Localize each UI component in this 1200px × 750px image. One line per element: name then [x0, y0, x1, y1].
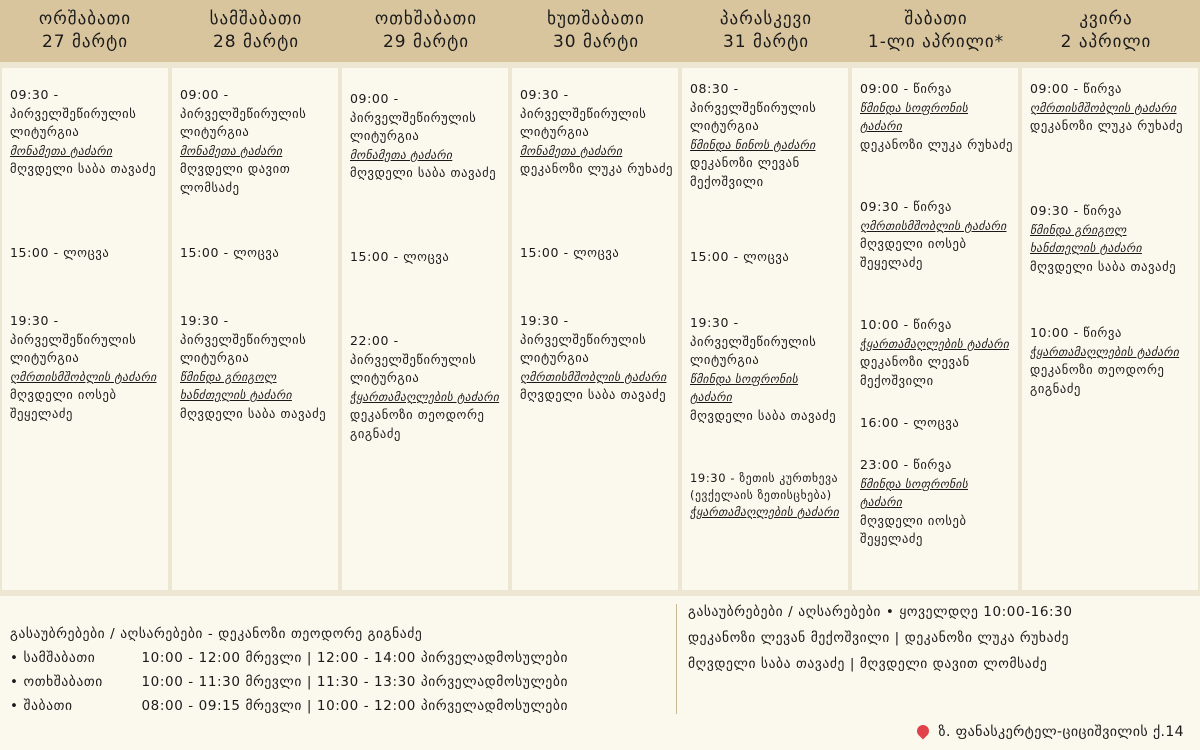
event [350, 90, 504, 183]
event [860, 80, 1014, 154]
footer-right-line2: დეკანოზი ლევან მექოშვილი | დეკანოზი ლუკა რუხაძე [688, 630, 1070, 646]
day-column-wed [342, 68, 508, 590]
event-title: 15:00 - ლოცვა [180, 245, 280, 260]
event-title: 09:30 - წირვა [1030, 203, 1122, 218]
bullet: • [10, 674, 19, 690]
event-person: მღვდელი საბა თავაძე [690, 407, 837, 423]
day-date: 28 მარტი [212, 32, 299, 52]
event-title: 09:00 - პირველშეწირულის ლიტურგია [350, 91, 477, 143]
event-title: 16:00 - ლოცვა [860, 415, 960, 430]
event-church: ღმრთისმშობლის ტაძარი [520, 369, 667, 384]
event [860, 316, 1014, 390]
event-title: 19:30 - პირველშეწირულის ლიტურგია [690, 315, 817, 367]
event-church: მონამეთა ტაძარი [10, 143, 113, 158]
event-person: დეკანოზი თეოდორე გიგნაძე [1030, 362, 1165, 396]
event-title: 23:00 - წირვა [860, 457, 952, 472]
event [180, 244, 334, 263]
event-person: მღვდელი საბა თავაძე [520, 387, 667, 402]
event [860, 198, 1014, 272]
event-title: 19:30 - პირველშეწირულის ლიტურგია [520, 313, 647, 365]
footer-left-title: გასაუბრებები / აღსარებები - დეკანოზი თეოდორე გიგნაძე [10, 626, 423, 642]
event-title: 09:30 - პირველშეწირულის ლიტურგია [520, 87, 647, 139]
location-pin-icon [914, 723, 931, 740]
day-column-sun [1022, 68, 1198, 590]
day-name: შაბათი [904, 9, 968, 29]
event-title: 09:00 - პირველშეწირულის ლიტურგია [180, 87, 307, 139]
footer-right-line1: გასაუბრებები / აღსარებები • ყოველდღე 10:00-16:30 [688, 604, 1073, 620]
event-title: 19:30 - პირველშეწირულის ლიტურგია [180, 313, 307, 365]
event-title: 15:00 - ლოცვა [690, 249, 790, 264]
event-church: წმინდა სოფრონის ტაძარი [690, 371, 799, 404]
event-title: 09:30 - პირველშეწირულის ლიტურგია [10, 87, 137, 139]
event-title: 19:30 - ზეთის კურთხევა (ევქელაის ზეთისცხება) [690, 471, 839, 502]
day-date: 1-ლი აპრილი* [867, 32, 1005, 52]
event [10, 244, 164, 263]
footer-left-line-wed [10, 674, 568, 690]
day-name: პარასკევი [719, 9, 813, 29]
event-title: 09:00 - წირვა [1030, 81, 1122, 96]
event-title: 10:00 - წირვა [1030, 325, 1122, 340]
day-name: სამშაბათი [209, 9, 303, 29]
event-church: ჭყართამაღლების ტაძარი [1030, 344, 1180, 359]
event [520, 244, 674, 263]
footer-divider [676, 604, 677, 714]
day-header-tue [171, 0, 341, 62]
event-church: ღმრთისმშობლის ტაძარი [1030, 100, 1177, 115]
line-day: ოთხშაბათი [23, 674, 103, 690]
day-date: 2 აპრილი [1060, 32, 1152, 52]
day-header-mon [0, 0, 170, 62]
bullet: • [10, 698, 19, 714]
event-church: ჭყართამაღლების ტაძარი [860, 336, 1010, 351]
event [180, 86, 334, 197]
event-person: მღვდელი საბა თავაძე [10, 161, 157, 176]
address [917, 724, 1184, 740]
event-person: მღვდელი იოსებ შეყელაძე [10, 387, 117, 421]
event [690, 470, 844, 521]
footer-right-line3: მღვდელი საბა თავაძე | მღვდელი დავით ლომსაძე [688, 656, 1048, 672]
event-title: 15:00 - ლოცვა [350, 249, 450, 264]
day-date: 30 მარტი [552, 32, 639, 52]
event [520, 312, 674, 405]
line-day: სამშაბათი [23, 650, 96, 666]
event-church: ღმრთისმშობლის ტაძარი [860, 218, 1007, 233]
day-date: 31 მარტი [722, 32, 809, 52]
event-person: მღვდელი საბა თავაძე [1030, 258, 1177, 274]
day-header-sun [1021, 0, 1191, 62]
event [350, 332, 504, 443]
event-title: 15:00 - ლოცვა [520, 245, 620, 260]
event-person: დეკანოზი ლევან მექოშვილი [860, 354, 970, 388]
event [1030, 202, 1194, 276]
day-header-thu [511, 0, 681, 62]
event-person: მღვდელი იოსებ შეყელაძე [860, 236, 967, 270]
event-title: 09:30 - წირვა [860, 199, 952, 214]
day-name: ოთხშაბათი [374, 9, 478, 29]
event-person: დეკანოზი ლუკა რუხაძე [860, 136, 1014, 152]
event-church: წმინდა გრიგოლ ხანძთელის ტაძარი [180, 369, 292, 402]
day-column-thu [512, 68, 678, 590]
event-person: დეკანოზი თეოდორე გიგნაძე [350, 407, 485, 441]
event-title: 10:00 - წირვა [860, 317, 952, 332]
day-name: ორშაბათი [38, 9, 132, 29]
day-name: ხუთშაბათი [547, 9, 645, 29]
event-church: მონამეთა ტაძარი [350, 147, 453, 162]
event-person: მღვდელი საბა თავაძე [180, 405, 327, 421]
event-person: მღვდელი საბა თავაძე [350, 165, 497, 180]
event-title: 09:00 - წირვა [860, 81, 952, 96]
event [860, 414, 1014, 433]
event [180, 312, 334, 423]
day-column-tue [172, 68, 338, 590]
line-times: 10:00 - 12:00 მრევლი | 12:00 - 14:00 პირველადმოსულები [141, 650, 569, 666]
line-day: შაბათი [23, 698, 73, 714]
event [10, 312, 164, 423]
event-title: 08:30 - პირველშეწირულის ლიტურგია [690, 81, 817, 133]
day-header-wed [341, 0, 511, 62]
event-church: წმინდა ნინოს ტაძარი [690, 137, 816, 152]
day-column-mon [2, 68, 168, 590]
event-person: მღვდელი დავით ლომსაძე [180, 161, 291, 195]
event [350, 248, 504, 267]
address-text: ზ. ფანასკერტელ-ციციშვილის ქ.14 [938, 724, 1184, 740]
bullet: • [10, 650, 19, 666]
event-church: მონამეთა ტაძარი [520, 143, 623, 158]
line-times: 08:00 - 09:15 მრევლი | 10:00 - 12:00 პირველადმოსულები [141, 698, 569, 714]
footer-left-line-sat [10, 698, 568, 714]
event [520, 86, 674, 179]
event [1030, 324, 1194, 398]
event-church: ჭყართამაღლების ტაძარი [350, 389, 500, 404]
event-title: 22:00 - პირველშეწირულის ლიტურგია [350, 333, 477, 385]
event-church: წმინდა სოფრონის ტაძარი [860, 100, 969, 133]
day-column-fri [682, 68, 848, 590]
event-church: მონამეთა ტაძარი [180, 143, 283, 158]
event [860, 456, 1014, 549]
event-church: წმინდა გრიგოლ ხანძთელის ტაძარი [1030, 222, 1142, 255]
header-row [0, 0, 1200, 62]
event [690, 314, 844, 425]
day-header-sat [851, 0, 1021, 62]
day-name: კვირა [1079, 9, 1133, 29]
footer-left-line-tue [10, 650, 568, 666]
event-title: 15:00 - ლოცვა [10, 245, 110, 260]
event [690, 80, 844, 191]
event-church: ჭყართამაღლების ტაძარი [690, 505, 840, 519]
day-date: 27 მარტი [41, 32, 128, 52]
event-title: 19:30 - პირველშეწირულის ლიტურგია [10, 313, 137, 365]
event-person: დეკანოზი ლევან მექოშვილი [690, 155, 800, 189]
event [10, 86, 164, 179]
event-church: ღმრთისმშობლის ტაძარი [10, 369, 157, 384]
day-column-sat [852, 68, 1018, 590]
event-person: დეკანოზი ლუკა რუხაძე [1030, 118, 1184, 133]
day-date: 29 მარტი [382, 32, 469, 52]
line-times: 10:00 - 11:30 მრევლი | 11:30 - 13:30 პირველადმოსულები [141, 674, 569, 690]
event-person: დეკანოზი ლუკა რუხაძე [520, 161, 674, 176]
event [1030, 80, 1194, 136]
event-person: მღვდელი იოსებ შეყელაძე [860, 512, 967, 546]
day-header-fri [681, 0, 851, 62]
event [690, 248, 844, 267]
event-church: წმინდა სოფრონის ტაძარი [860, 476, 969, 509]
